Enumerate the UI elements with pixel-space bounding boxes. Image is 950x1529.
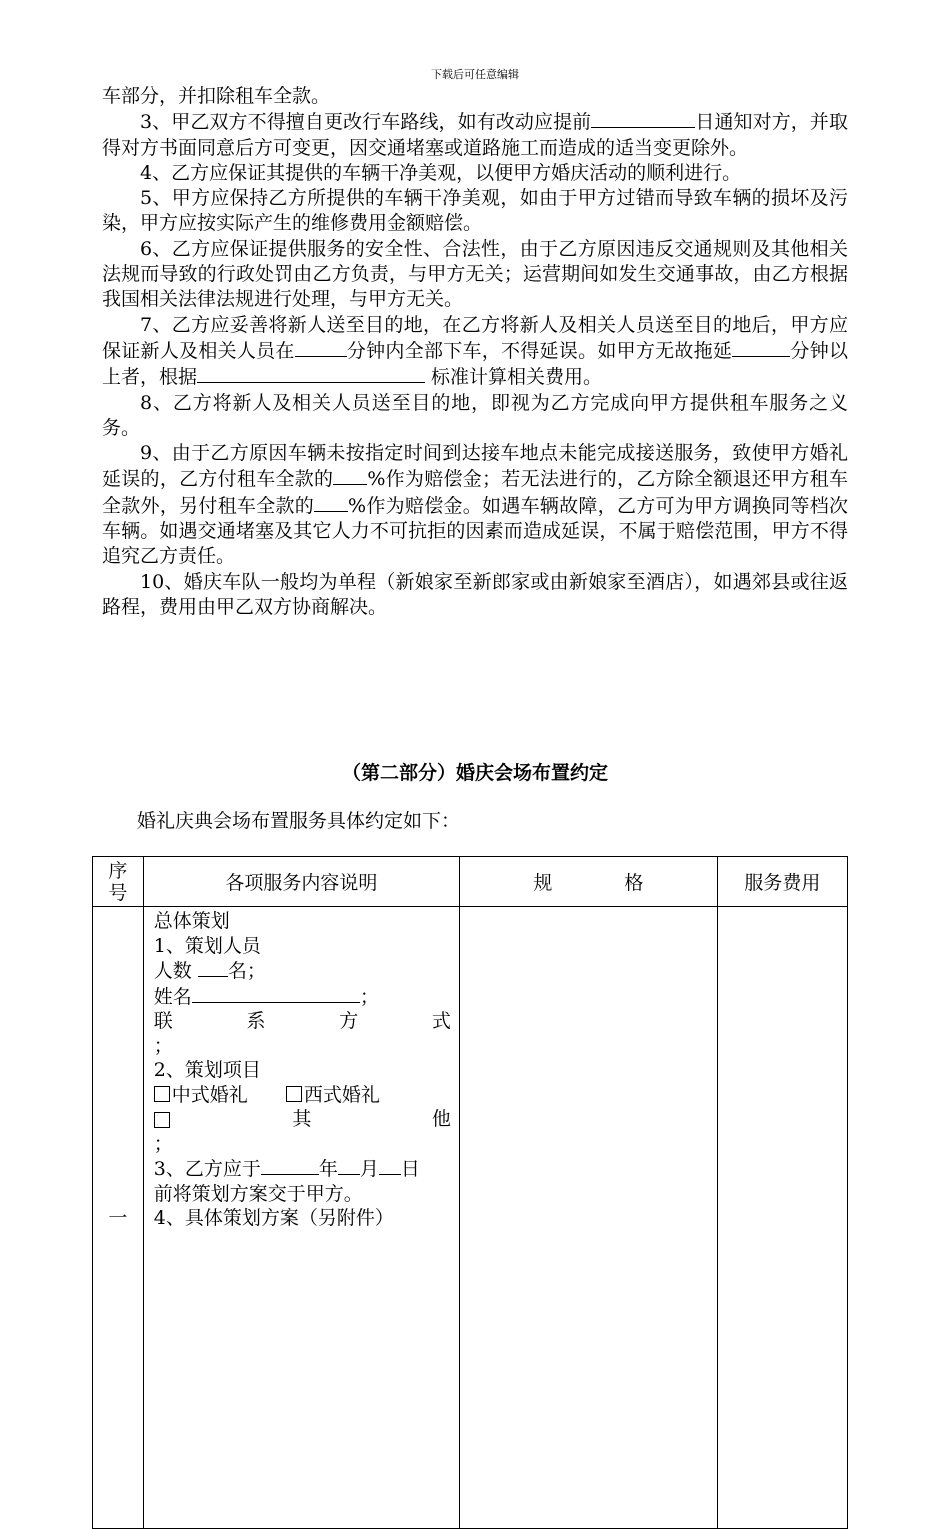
header-spec: 规 格 bbox=[459, 857, 717, 907]
blank-percent-2[interactable] bbox=[314, 493, 348, 512]
chinese-wedding-checkbox[interactable] bbox=[154, 1086, 170, 1102]
western-wedding-checkbox[interactable] bbox=[286, 1086, 302, 1102]
service-table bbox=[92, 856, 848, 1529]
header-content: 各项服务内容说明 bbox=[143, 857, 459, 907]
clause-continued: 车部分，并扣除租车全款。 bbox=[102, 85, 331, 107]
row-spec[interactable] bbox=[459, 907, 717, 1529]
section-intro: 婚礼庆典会场布置服务具体约定如下： bbox=[137, 810, 461, 832]
other-checkbox[interactable] bbox=[154, 1112, 170, 1128]
row-seq: 一 bbox=[93, 907, 144, 1529]
blank-planner-name[interactable] bbox=[192, 984, 360, 1003]
clause-7: 7、乙方应妥善将新人送至目的地，在乙方将新人及相关人员送至目的地后，甲方应保证新人及相关人员在 分钟内全部下车，不得延误。如甲方无故拖延 分钟以上者，根据 标准计算相关费用。 bbox=[102, 313, 848, 389]
blank-day[interactable] bbox=[379, 1156, 401, 1175]
clause-8: 8、乙方将新人及相关人员送至目的地，即视为乙方完成向甲方提供租车服务之义务。 bbox=[102, 391, 848, 439]
blank-year[interactable] bbox=[261, 1156, 319, 1175]
blank-minutes-exit[interactable] bbox=[295, 338, 347, 357]
contract-clauses bbox=[102, 84, 848, 620]
blank-days[interactable] bbox=[591, 109, 695, 128]
clause-10: 10、婚庆车队一般均为单程（新娘家至新郎家或由新娘家至酒店），如遇郊县或往返路程，费用由甲乙双方协商解决。 bbox=[102, 570, 848, 618]
row-content: 总体策划 1、策划人员 人数 名； 姓名 ； 联 系 方 式 ； 2、策划项目 中式婚礼 西式婚礼 其 他 ； 3、乙方应于 年 月 日 前将策划方案交于甲方。 4、具体策划方案（另附件） bbox=[143, 907, 459, 1529]
clause-3: 3、甲乙双方不得擅自更改行车路线，如有改动应提前 日通知对方，并取得对方书面同意后方可变更，因交通堵塞或道路施工而造成的适当变更除外。 bbox=[102, 111, 848, 159]
header-seq: 序 号 bbox=[93, 857, 144, 907]
contact-label: 联 系 方 式 bbox=[153, 1010, 451, 1032]
blank-planner-count[interactable] bbox=[198, 958, 228, 977]
blank-month[interactable] bbox=[338, 1156, 360, 1175]
blank-percent-1[interactable] bbox=[333, 466, 367, 485]
blank-fee-standard[interactable] bbox=[197, 364, 425, 383]
section-title: （第二部分）婚庆会场布置约定 bbox=[341, 762, 608, 784]
clause-6: 6、乙方应保证提供服务的安全性、合法性，由于乙方原因违反交通规则及其他相关法规而导致的行政处罚由乙方负责，与甲方无关；运营期间如发生交通事故，由乙方根据我国相关法律法规进行处理，与甲方无关。 bbox=[102, 237, 848, 311]
table-header-row bbox=[93, 857, 848, 907]
row-fee[interactable] bbox=[717, 907, 847, 1529]
blank-minutes-delay[interactable] bbox=[732, 338, 790, 357]
clause-9: 9、由于乙方原因车辆未按指定时间到达接车地点未能完成接送服务，致使甲方婚礼延误的，乙方付租车全款的 %作为赔偿金；若无法进行的，乙方除全额退还甲方租车全款外，另付租车全款的 %作为赔偿金。如遇车辆故障，乙方可为甲方调换同等档次车辆。如遇交通堵塞及其它人力不可抗拒的因素而造成延误，不属于赔偿范围，甲方不得追究乙方责任。 bbox=[102, 442, 848, 568]
clause-4: 4、乙方应保证其提供的车辆干净美观，以便甲方婚庆活动的顺利进行。 bbox=[140, 161, 742, 184]
header-fee: 服务费用 bbox=[717, 857, 847, 907]
page-header-note: 下载后可任意编辑 bbox=[431, 68, 519, 81]
table-row bbox=[93, 907, 848, 1529]
clause-5: 5、甲方应保持乙方所提供的车辆干净美观，如由于甲方过错而导致车辆的损坏及污染，甲方应按实际产生的维修费用金额赔偿。 bbox=[102, 187, 848, 235]
